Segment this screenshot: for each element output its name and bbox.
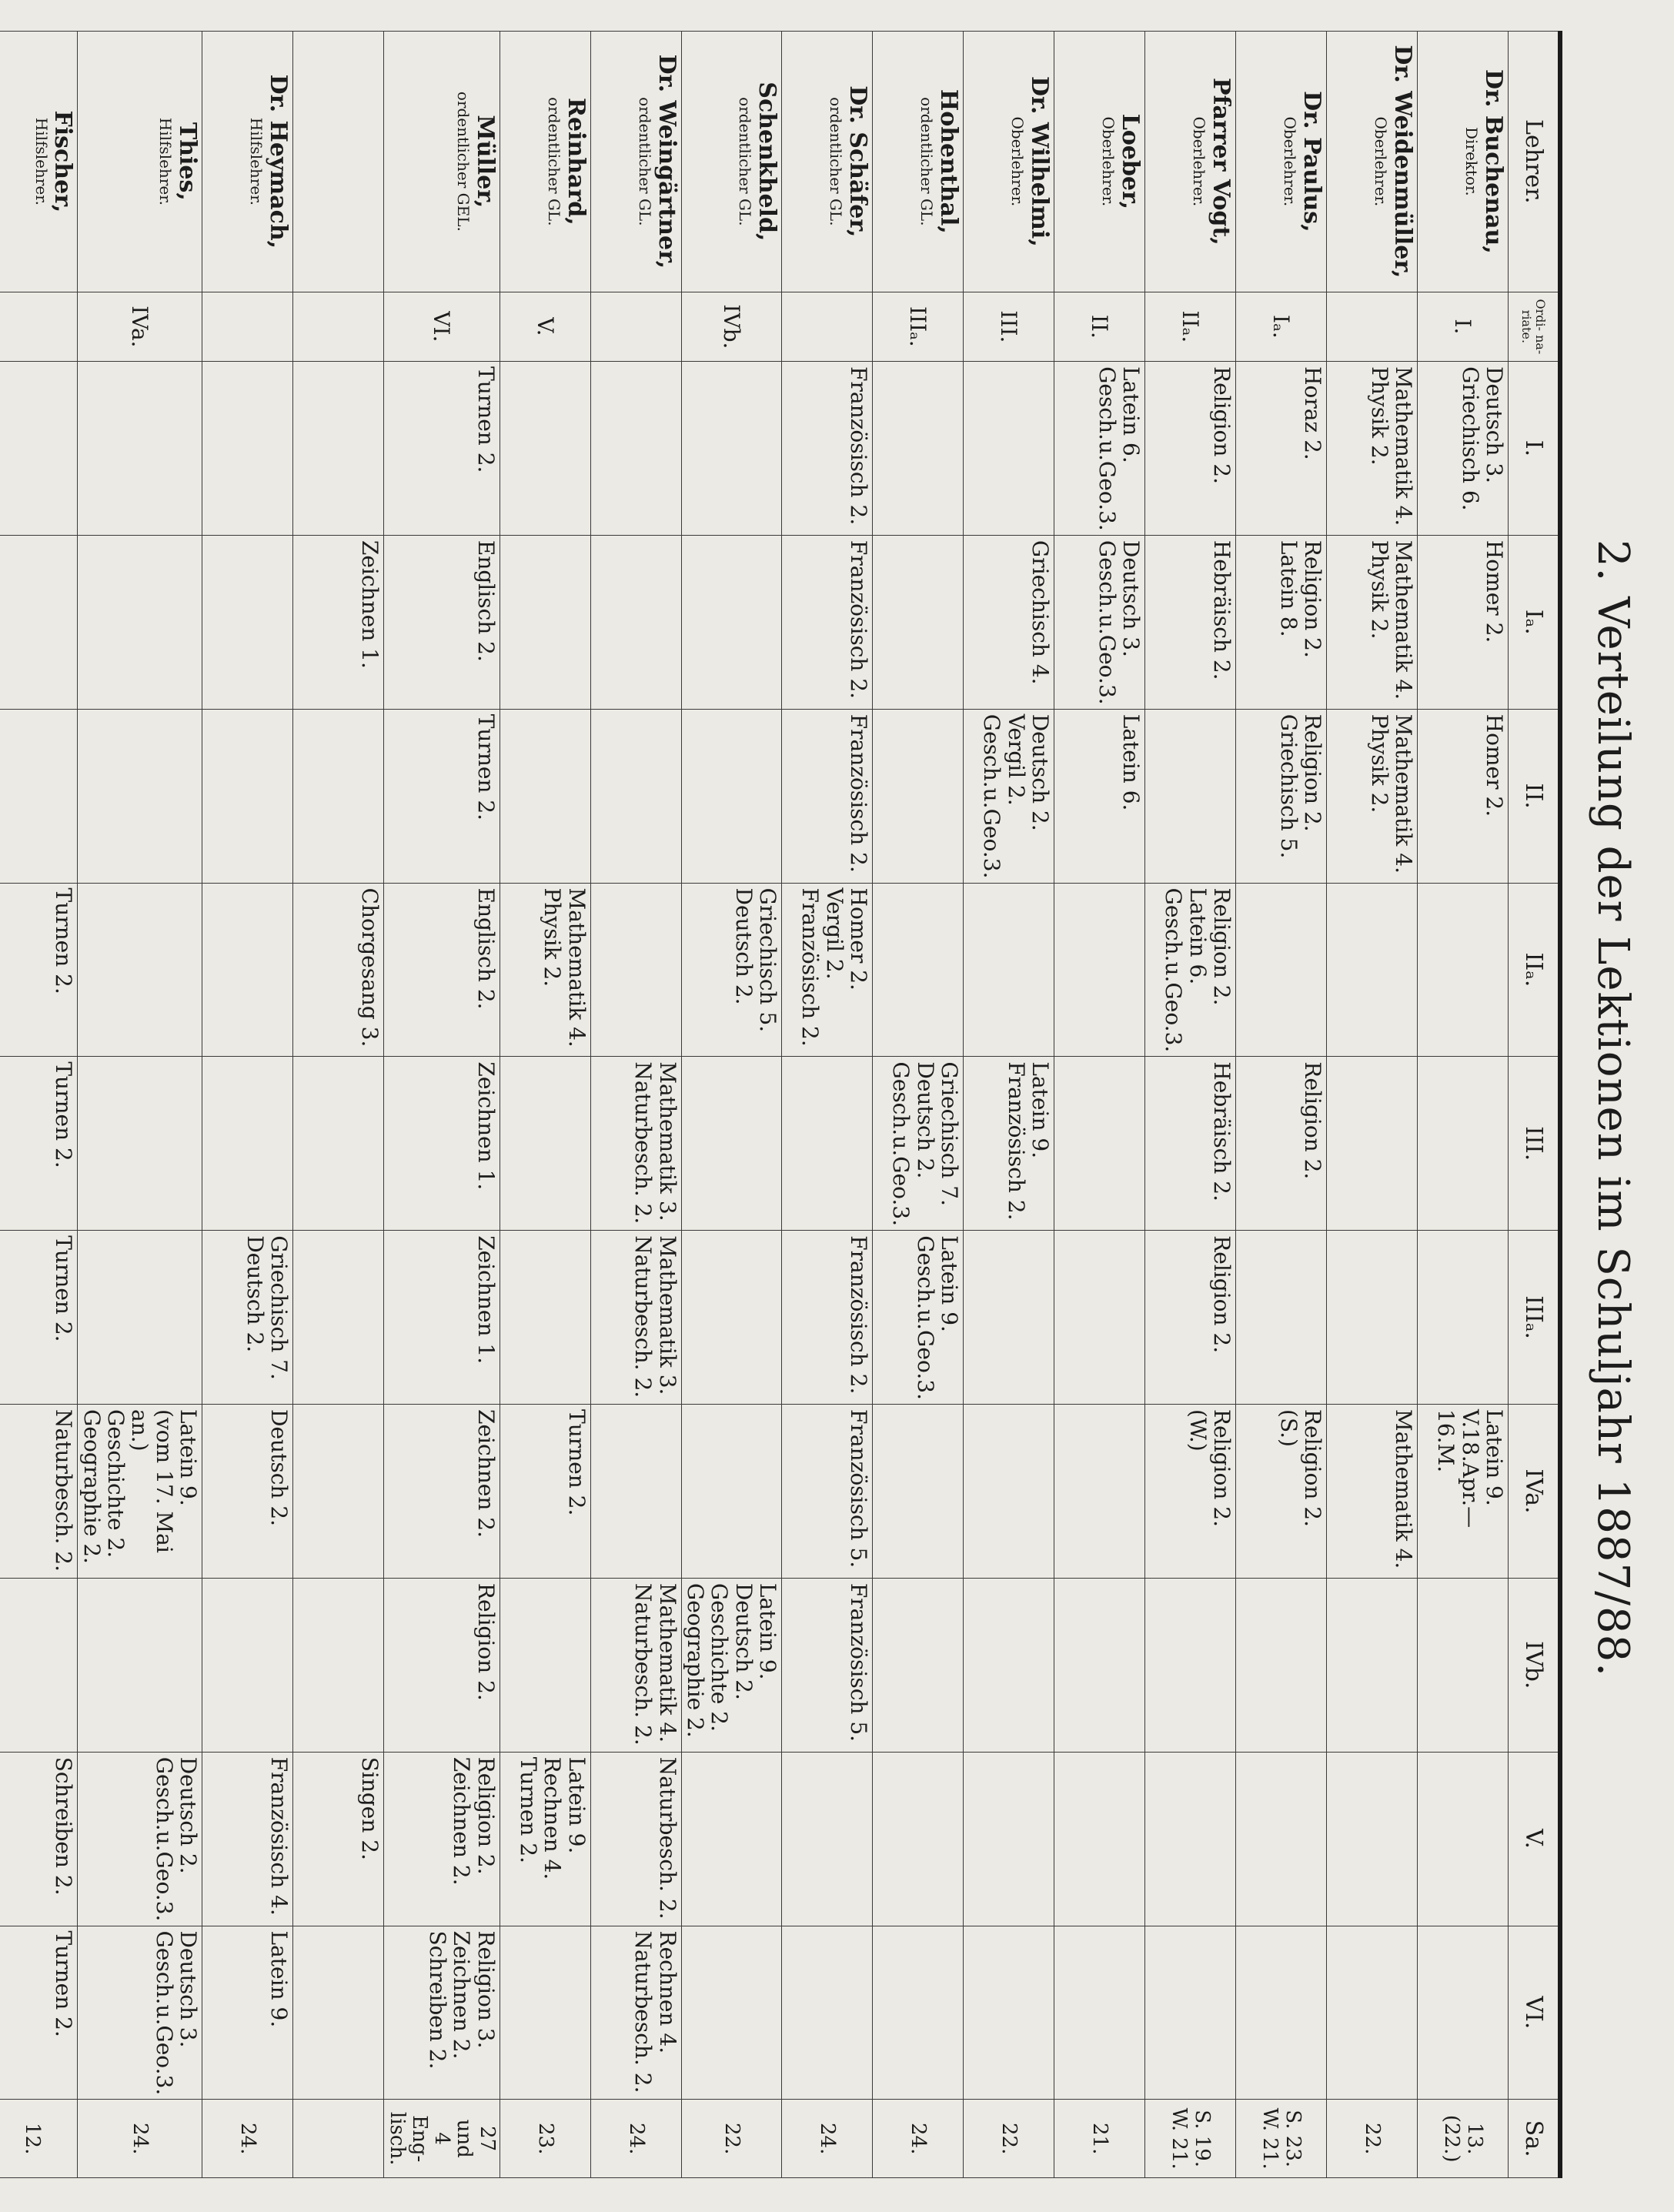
sum-cell	[293, 2100, 384, 2178]
lesson-cell	[681, 535, 781, 709]
teacher-cell	[202, 32, 293, 292]
ordinariate-cell: IIₐ.	[1145, 292, 1236, 361]
lesson-cell: Französisch 4.	[202, 1752, 293, 1926]
lesson-cell: Französisch 2.	[782, 1231, 873, 1405]
ordinariate-cell	[590, 292, 681, 361]
lesson-cell	[1145, 1578, 1236, 1752]
ordinariate-cell: VI.	[384, 292, 500, 361]
lesson-cell	[681, 362, 781, 536]
teacher-name: Fischer,	[49, 110, 77, 213]
sum-cell: 27 und 4 Eng- lisch.	[384, 2100, 500, 2178]
sum-cell: 21.	[1054, 2100, 1145, 2178]
lesson-cell: Griechisch 7. Deutsch 2.	[202, 1231, 293, 1405]
ordinariate-cell	[293, 292, 384, 361]
table-row	[384, 32, 500, 2178]
table-row	[590, 32, 681, 2178]
sum-cell: S. 19. W. 21.	[1145, 2100, 1236, 2178]
lesson-cell: Turnen 2.	[0, 1231, 78, 1405]
lesson-cell: Latein 9. (vom 17. Mai an.) Geschichte 2. Geographie 2.	[78, 1405, 202, 1579]
teacher-name: Dr. Weidenmüller,	[1389, 45, 1416, 279]
lesson-cell: Mathematik 4. Naturbesch. 2.	[590, 1578, 681, 1752]
teacher-name: Dr. Schäfer,	[844, 85, 871, 238]
teacher-role: Hilfslehrer.	[32, 117, 51, 205]
lesson-cell: Religion 2.	[1145, 362, 1236, 536]
lesson-cell	[1418, 1231, 1509, 1405]
teacher-role: ordentlicher GL.	[544, 97, 563, 226]
teacher-role: ordentlicher GL.	[917, 97, 937, 226]
lesson-cell: Deutsch 2. Gesch.u.Geo.3.	[78, 1752, 202, 1926]
lesson-cell	[500, 535, 590, 709]
lesson-cell: Latein 9. Französisch 2.	[964, 1057, 1054, 1231]
teacher-role: Oberlehrer.	[1281, 116, 1300, 207]
lesson-cell	[1054, 1405, 1145, 1579]
sum-cell: 22.	[964, 2100, 1054, 2178]
teacher-name: Dr. Heymach,	[265, 74, 292, 249]
lesson-cell: Deutsch 3. Gesch.u.Geo.3.	[78, 1926, 202, 2100]
teacher-role: ordentlicher GEL.	[453, 91, 473, 232]
lesson-cell	[500, 1057, 590, 1231]
header-ordinariate: Ordi- na- riate.	[1509, 292, 1561, 361]
ordinariate-cell: IVa.	[78, 292, 202, 361]
ordinariate-cell: IIIₐ.	[873, 292, 964, 361]
lesson-cell	[78, 535, 202, 709]
lesson-cell: Homer 2.	[1418, 535, 1509, 709]
table-row	[1145, 32, 1236, 2178]
lesson-cell: Religion 2.	[1236, 1057, 1327, 1231]
lesson-cell	[1236, 1926, 1327, 2100]
lesson-cell: Griechisch 7. Deutsch 2. Gesch.u.Geo.3.	[873, 1057, 964, 1231]
lesson-cell	[1145, 1752, 1236, 1926]
table-row	[873, 32, 964, 2178]
lesson-cell: Mathematik 4. Physik 2.	[1327, 709, 1418, 883]
lesson-cell	[964, 1926, 1054, 2100]
sum-cell: 23.	[500, 2100, 590, 2178]
lesson-cell: Latein 9. Gesch.u.Geo.3.	[873, 1231, 964, 1405]
lesson-cell: Mathematik 4. Physik 2.	[500, 883, 590, 1057]
lesson-cell	[0, 1578, 78, 1752]
lesson-cell	[0, 709, 78, 883]
lesson-cell	[78, 362, 202, 536]
sum-cell: 24.	[590, 2100, 681, 2178]
lesson-cell: Zeichnen 1.	[384, 1057, 500, 1231]
lesson-cell	[78, 1578, 202, 1752]
lesson-cell: Religion 2.	[384, 1578, 500, 1752]
lesson-cell	[202, 709, 293, 883]
lesson-cell: Zeichnen 1.	[293, 535, 384, 709]
lesson-cell	[964, 362, 1054, 536]
ordinariate-cell: V.	[500, 292, 590, 361]
table-row	[78, 32, 202, 2178]
sum-cell: S. 23. W. 21.	[1236, 2100, 1327, 2178]
lesson-cell	[1236, 1752, 1327, 1926]
lesson-cell: Religion 2. (W.)	[1145, 1405, 1236, 1579]
lesson-cell: Latein 6.	[1054, 709, 1145, 883]
lesson-cell: Französisch 2.	[782, 362, 873, 536]
teacher-role: Oberlehrer.	[1372, 116, 1391, 207]
ordinariate-cell: II.	[1054, 292, 1145, 361]
teacher-name: Reinhard,	[562, 98, 590, 226]
sum-cell: 22.	[1327, 2100, 1418, 2178]
lesson-cell	[681, 1405, 781, 1579]
ordinariate-cell	[202, 292, 293, 361]
teacher-name: Schenkheld,	[753, 82, 780, 242]
lesson-cell	[1418, 1578, 1509, 1752]
lesson-cell	[873, 1405, 964, 1579]
table-row	[964, 32, 1054, 2178]
ordinariate-cell: IVb.	[681, 292, 781, 361]
header-sum: Sa.	[1509, 2100, 1561, 2178]
lesson-cell: Turnen 2.	[0, 1057, 78, 1231]
table-body	[0, 32, 1509, 2178]
lesson-cell	[78, 1057, 202, 1231]
lesson-cell	[1054, 1231, 1145, 1405]
lesson-cell	[873, 362, 964, 536]
lesson-cell	[1236, 1578, 1327, 1752]
sum-cell: 24.	[202, 2100, 293, 2178]
lesson-cell	[202, 1057, 293, 1231]
lesson-distribution-table	[0, 31, 1562, 2178]
lesson-cell	[78, 1231, 202, 1405]
lesson-cell	[293, 362, 384, 536]
teacher-cell	[1418, 32, 1509, 292]
teacher-cell	[590, 32, 681, 292]
lesson-cell: Schreiben 2.	[0, 1752, 78, 1926]
table-row	[500, 32, 590, 2178]
lesson-cell	[202, 535, 293, 709]
lesson-cell	[202, 1578, 293, 1752]
lesson-cell: Rechnen 4. Naturbesch. 2.	[590, 1926, 681, 2100]
header-teacher: Lehrer.	[1509, 32, 1561, 292]
header-class: IIIₐ.	[1509, 1231, 1561, 1405]
lesson-cell: Deutsch 3. Griechisch 6.	[1418, 362, 1509, 536]
lesson-cell: Religion 2.	[1145, 1231, 1236, 1405]
teacher-role: Oberlehrer.	[1099, 116, 1118, 207]
lesson-cell: Französisch 5.	[782, 1405, 873, 1579]
teacher-role: Hilfslehrer.	[247, 117, 266, 205]
lesson-cell	[1418, 1057, 1509, 1231]
lesson-cell	[1236, 1231, 1327, 1405]
lesson-cell: Religion 2. Griechisch 5.	[1236, 709, 1327, 883]
lesson-cell	[293, 1057, 384, 1231]
lesson-cell: Turnen 2.	[0, 1926, 78, 2100]
lesson-cell: Zeichnen 1.	[384, 1231, 500, 1405]
table-row	[782, 32, 873, 2178]
lesson-cell	[1418, 1926, 1509, 2100]
teacher-role: ordentlicher GL.	[827, 97, 846, 226]
lesson-cell	[78, 709, 202, 883]
table-row	[0, 32, 78, 2178]
sum-cell: 24.	[782, 2100, 873, 2178]
lesson-cell	[0, 535, 78, 709]
header-class: II.	[1509, 709, 1561, 883]
lesson-cell	[500, 1578, 590, 1752]
sum-cell: 22.	[681, 2100, 781, 2178]
teacher-cell	[384, 32, 500, 292]
lesson-cell: Deutsch 3. Gesch.u.Geo.3.	[1054, 535, 1145, 709]
lesson-cell	[681, 1057, 781, 1231]
teacher-cell	[500, 32, 590, 292]
table-row	[1418, 32, 1509, 2178]
lesson-cell	[78, 883, 202, 1057]
lesson-cell	[1054, 1057, 1145, 1231]
lesson-cell	[1418, 1752, 1509, 1926]
lesson-cell: Mathematik 4. Physik 2.	[1327, 535, 1418, 709]
lesson-cell	[1327, 883, 1418, 1057]
lesson-cell	[590, 362, 681, 536]
lesson-cell	[590, 709, 681, 883]
header-class: I.	[1509, 362, 1561, 536]
lesson-cell	[1418, 883, 1509, 1057]
lesson-cell	[1327, 1057, 1418, 1231]
lesson-cell: Turnen 2.	[0, 883, 78, 1057]
teacher-role: ordentlicher GL.	[635, 97, 654, 226]
lesson-cell: Latein 6. Gesch.u.Geo.3.	[1054, 362, 1145, 536]
teacher-role: Oberlehrer.	[1008, 116, 1027, 207]
header-class: IVb.	[1509, 1578, 1561, 1752]
ordinariate-cell	[0, 292, 78, 361]
lesson-cell	[293, 1405, 384, 1579]
ordinariate-cell: III.	[964, 292, 1054, 361]
lesson-cell: Religion 2. (S.)	[1236, 1405, 1327, 1579]
lesson-cell	[293, 709, 384, 883]
lesson-cell	[500, 362, 590, 536]
lesson-cell	[873, 535, 964, 709]
lesson-cell	[500, 1926, 590, 2100]
ordinariate-cell	[1327, 292, 1418, 361]
lesson-cell	[1054, 1926, 1145, 2100]
header-row	[1509, 32, 1561, 2178]
lesson-cell	[964, 1578, 1054, 1752]
lesson-cell: Naturbesch. 2.	[590, 1752, 681, 1926]
header-class: VI.	[1509, 1926, 1561, 2100]
header-class: IIₐ.	[1509, 883, 1561, 1057]
ordinariate-cell	[782, 292, 873, 361]
lesson-cell	[1145, 709, 1236, 883]
lesson-cell: Mathematik 3. Naturbesch. 2.	[590, 1231, 681, 1405]
header-class: V.	[1509, 1752, 1561, 1926]
lesson-cell: Latein 9. V.18.Apr.—16.M.	[1418, 1405, 1509, 1579]
teacher-name: Hohenthal,	[935, 89, 962, 234]
table-row	[1236, 32, 1327, 2178]
lesson-cell: Naturbesch. 2.	[0, 1405, 78, 1579]
lesson-cell: Latein 9.	[202, 1926, 293, 2100]
lesson-cell: Religion 2. Latein 8.	[1236, 535, 1327, 709]
lesson-cell	[681, 1231, 781, 1405]
lesson-cell	[964, 1405, 1054, 1579]
teacher-cell	[964, 32, 1054, 292]
lesson-cell: Religion 3. Zeichnen 2. Schreiben 2.	[384, 1926, 500, 2100]
lesson-cell: Hebräisch 2.	[1145, 1057, 1236, 1231]
teacher-name: Thies,	[174, 122, 202, 201]
lesson-cell: Mathematik 3. Naturbesch. 2.	[590, 1057, 681, 1231]
teacher-role: ordentlicher GL.	[736, 97, 755, 226]
teacher-name: Dr. Buchenau,	[1480, 68, 1507, 254]
lesson-cell: Englisch 2.	[384, 883, 500, 1057]
lesson-cell	[873, 1926, 964, 2100]
lesson-cell	[873, 1752, 964, 1926]
ordinariate-cell: I.	[1418, 292, 1509, 361]
lesson-cell	[964, 883, 1054, 1057]
teacher-name: Dr. Paulus,	[1298, 91, 1325, 232]
teacher-name: Dr. Wilhelmi,	[1026, 75, 1053, 247]
lesson-cell: Homer 2.	[1418, 709, 1509, 883]
lesson-cell: Singen 2.	[293, 1752, 384, 1926]
lesson-cell	[782, 1057, 873, 1231]
teacher-cell	[0, 32, 78, 292]
teacher-cell	[1054, 32, 1145, 292]
lesson-cell	[1145, 1926, 1236, 2100]
lesson-cell: Latein 9. Rechnen 4. Turnen 2.	[500, 1752, 590, 1926]
lesson-cell	[1054, 1752, 1145, 1926]
lesson-cell: Horaz 2.	[1236, 362, 1327, 536]
lesson-cell	[1236, 883, 1327, 1057]
lesson-cell	[1054, 883, 1145, 1057]
lesson-cell: Französisch 2.	[782, 709, 873, 883]
lesson-cell: Turnen 2.	[384, 362, 500, 536]
lesson-cell	[500, 709, 590, 883]
header-class: Iₐ.	[1509, 535, 1561, 709]
lesson-cell	[1327, 1752, 1418, 1926]
lesson-cell: Englisch 2.	[384, 535, 500, 709]
teacher-role: Oberlehrer.	[1190, 116, 1209, 207]
table-row	[293, 32, 384, 2178]
teacher-cell	[782, 32, 873, 292]
lesson-cell	[1054, 1578, 1145, 1752]
lesson-cell: Hebräisch 2.	[1145, 535, 1236, 709]
lesson-cell: Zeichnen 2.	[384, 1405, 500, 1579]
lesson-cell: Mathematik 4. Physik 2.	[1327, 362, 1418, 536]
lesson-cell: Turnen 2.	[500, 1405, 590, 1579]
lesson-cell	[681, 1752, 781, 1926]
lesson-cell	[202, 362, 293, 536]
teacher-cell	[1327, 32, 1418, 292]
table-row	[202, 32, 293, 2178]
teacher-cell	[1236, 32, 1327, 292]
table-row	[1054, 32, 1145, 2178]
teacher-role: Direktor.	[1462, 126, 1482, 196]
teacher-cell	[873, 32, 964, 292]
lesson-cell: Griechisch 5. Deutsch 2.	[681, 883, 781, 1057]
lesson-cell	[681, 709, 781, 883]
sum-cell: 12.	[0, 2100, 78, 2178]
teacher-role: Hilfslehrer.	[156, 117, 175, 205]
lesson-cell	[1327, 1231, 1418, 1405]
teacher-cell	[681, 32, 781, 292]
lesson-cell: Religion 2. Latein 6. Gesch.u.Geo.3.	[1145, 883, 1236, 1057]
teacher-name: Dr. Weingärtner,	[653, 54, 680, 269]
lesson-cell	[293, 1926, 384, 2100]
lesson-cell	[293, 1231, 384, 1405]
lesson-cell	[873, 709, 964, 883]
teacher-name: Loeber,	[1117, 113, 1144, 210]
teacher-cell	[293, 32, 384, 292]
page-title: 2. Verteilung der Lektionen im Schuljahr 1887/88.	[1588, 539, 1638, 1678]
lesson-cell	[202, 883, 293, 1057]
lesson-cell: Deutsch 2. Vergil 2. Gesch.u.Geo.3.	[964, 709, 1054, 883]
lesson-cell	[590, 1405, 681, 1579]
ordinariate-cell: Iₐ.	[1236, 292, 1327, 361]
lesson-cell	[681, 1926, 781, 2100]
teacher-name: Pfarrer Vogt,	[1208, 78, 1235, 246]
rotated-table-container	[23, 15, 1647, 2201]
header-class: IVa.	[1509, 1405, 1561, 1579]
lesson-cell	[873, 1578, 964, 1752]
table-row	[1327, 32, 1418, 2178]
lesson-cell: Homer 2. Vergil 2. Französisch 2.	[782, 883, 873, 1057]
lesson-cell: Mathematik 4.	[1327, 1405, 1418, 1579]
lesson-cell	[0, 362, 78, 536]
table-row	[681, 32, 781, 2178]
sum-cell: 13. (22.)	[1418, 2100, 1509, 2178]
lesson-cell	[500, 1231, 590, 1405]
lesson-cell	[873, 883, 964, 1057]
lesson-cell: Deutsch 2.	[202, 1405, 293, 1579]
teacher-cell	[1145, 32, 1236, 292]
header-class: III.	[1509, 1057, 1561, 1231]
lesson-cell: Religion 2. Zeichnen 2.	[384, 1752, 500, 1926]
lesson-cell: Chorgesang 3.	[293, 883, 384, 1057]
lesson-cell	[782, 1926, 873, 2100]
lesson-cell	[1327, 1578, 1418, 1752]
teacher-cell	[78, 32, 202, 292]
lesson-cell	[590, 883, 681, 1057]
sum-cell: 24.	[873, 2100, 964, 2178]
lesson-cell: Latein 9. Deutsch 2. Geschichte 2. Geographie 2.	[681, 1578, 781, 1752]
teacher-name: Müller,	[471, 115, 499, 209]
lesson-cell	[964, 1231, 1054, 1405]
lesson-cell: Französisch 2.	[782, 535, 873, 709]
lesson-cell	[293, 1578, 384, 1752]
lesson-cell: Griechisch 4.	[964, 535, 1054, 709]
lesson-cell	[782, 1752, 873, 1926]
lesson-cell: Französisch 5.	[782, 1578, 873, 1752]
lesson-cell	[1327, 1926, 1418, 2100]
lesson-cell	[590, 535, 681, 709]
sum-cell: 24.	[78, 2100, 202, 2178]
lesson-cell	[964, 1752, 1054, 1926]
lesson-cell: Turnen 2.	[384, 709, 500, 883]
